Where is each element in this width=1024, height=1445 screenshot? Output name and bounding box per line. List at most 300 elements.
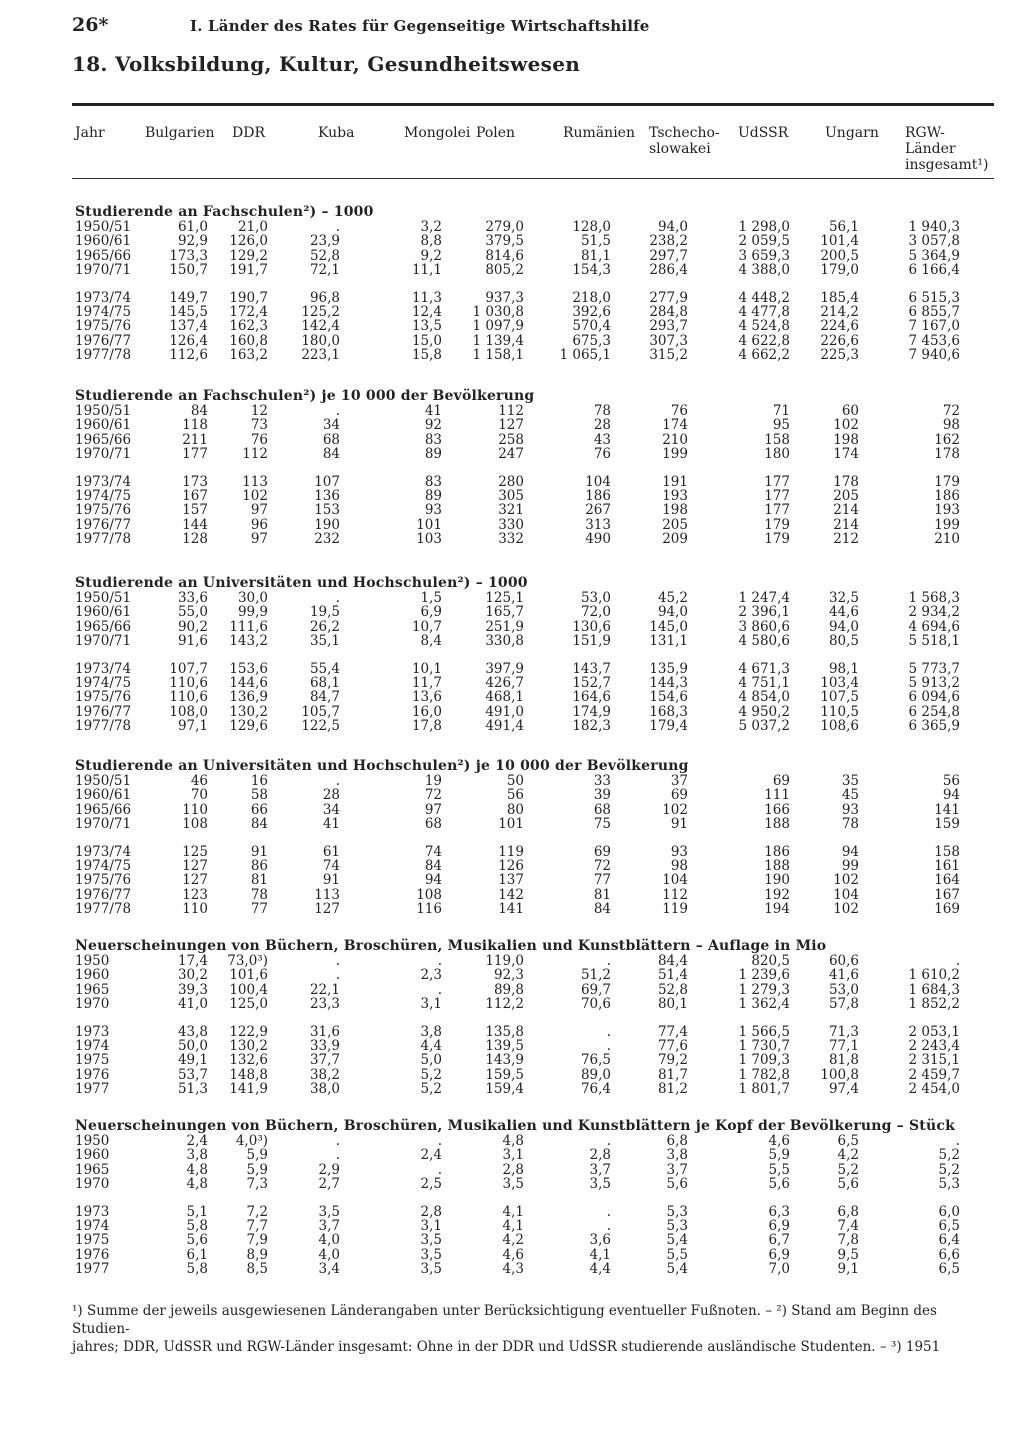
section-title: Studierende an Fachschulen²) je 10 000 der Bevölkerung	[75, 388, 535, 404]
value-cell: 102	[833, 417, 859, 434]
value-cell: 173	[182, 473, 208, 490]
value-cell: 81,2	[657, 1081, 688, 1098]
value-cell: 128	[182, 531, 208, 548]
value-cell: 84	[322, 446, 340, 463]
value-cell: 4,1	[502, 1203, 524, 1220]
value-cell: 56,1	[828, 219, 859, 235]
value-cell: 1 852,2	[908, 996, 960, 1013]
value-cell: 267	[585, 502, 611, 519]
year-cell: 1965	[75, 981, 110, 998]
year-cell: 1975/76	[75, 872, 132, 889]
value-cell: 2,4	[420, 1147, 442, 1164]
value-cell: 4 854,0	[738, 689, 790, 706]
value-cell: 675,3	[572, 332, 611, 349]
col-header-line: DDR	[232, 125, 265, 141]
value-cell: 122,5	[301, 718, 340, 735]
value-cell: 80,1	[657, 996, 688, 1013]
value-cell: 1 030,8	[472, 304, 524, 320]
value-cell: 9,2	[420, 247, 442, 264]
value-cell: .	[335, 403, 340, 419]
value-cell: 111	[764, 787, 790, 804]
col-header-line: UdSSR	[738, 125, 789, 141]
value-cell: 68	[593, 801, 611, 818]
year-cell: 1976	[75, 1066, 110, 1083]
value-cell: 191,7	[229, 262, 268, 279]
value-cell: 103,4	[820, 675, 859, 691]
value-cell: 6,8	[837, 1203, 859, 1220]
value-cell: 6 166,4	[908, 262, 960, 279]
value-cell: 19	[424, 773, 442, 789]
value-cell: 72,0	[580, 604, 611, 621]
year-cell: 1970/71	[75, 262, 132, 279]
value-cell: 174	[662, 417, 688, 434]
table-row	[0, 1219, 1024, 1234]
value-cell: .	[437, 1161, 442, 1178]
value-cell: 3,1	[420, 996, 442, 1013]
value-cell: 26,2	[309, 618, 340, 635]
value-cell: 74	[424, 843, 442, 860]
value-cell: 4,3	[502, 1261, 524, 1278]
table-row	[0, 1039, 1024, 1054]
value-cell: 72	[424, 787, 442, 804]
value-cell: 78	[841, 816, 859, 833]
value-cell: 321	[498, 502, 524, 519]
value-cell: 1 684,3	[908, 981, 960, 998]
value-cell: 4 580,6	[738, 633, 790, 650]
value-cell: 159	[934, 816, 960, 833]
value-cell: 101,4	[820, 233, 859, 250]
value-cell: 186	[934, 488, 960, 504]
value-cell: 179	[764, 516, 790, 533]
value-cell: 76	[670, 403, 688, 419]
col-header-line: RGW-	[905, 125, 945, 141]
year-cell: 1974/75	[75, 488, 132, 504]
table-row	[0, 1148, 1024, 1163]
table-title: 18. Volksbildung, Kultur, Gesundheitswesen	[72, 52, 581, 76]
value-cell: 34	[322, 801, 340, 818]
value-cell: .	[335, 1147, 340, 1164]
value-cell: .	[606, 1038, 611, 1054]
value-cell: 76	[593, 446, 611, 463]
value-cell: 148,8	[229, 1066, 268, 1083]
value-cell: 130,2	[229, 1038, 268, 1054]
value-cell: 5,0	[420, 1052, 442, 1069]
value-cell: 132,6	[229, 1052, 268, 1069]
value-cell: .	[606, 1203, 611, 1220]
value-cell: 104	[833, 886, 859, 903]
value-cell: 5 773,7	[908, 660, 960, 677]
year-cell: 1976/77	[75, 886, 132, 903]
value-cell: 3,1	[502, 1147, 524, 1164]
value-cell: 102	[833, 901, 859, 918]
value-cell: 84	[593, 901, 611, 918]
value-cell: 69,7	[580, 981, 611, 998]
value-cell: 77	[593, 872, 611, 889]
col-header-line: Mongolei	[404, 125, 471, 141]
value-cell: 214,2	[820, 304, 859, 320]
value-cell: 167	[182, 488, 208, 504]
value-cell: 38,0	[309, 1081, 340, 1098]
table-row	[0, 418, 1024, 433]
value-cell: 174	[833, 446, 859, 463]
col-header-line: Länder	[905, 141, 956, 157]
value-cell: 45,2	[657, 590, 688, 606]
value-cell: 1 709,3	[738, 1052, 790, 1069]
value-cell: 123	[182, 886, 208, 903]
value-cell: 83	[424, 473, 442, 490]
value-cell: 7,0	[768, 1261, 790, 1278]
value-cell: 7,8	[837, 1232, 859, 1249]
year-cell: 1973/74	[75, 660, 132, 677]
table-row	[0, 249, 1024, 264]
value-cell: 125	[182, 843, 208, 860]
value-cell: 186	[585, 488, 611, 504]
value-cell: 77,6	[657, 1038, 688, 1054]
value-cell: 43	[593, 431, 611, 448]
value-cell: 186	[764, 843, 790, 860]
value-cell: 4,1	[502, 1218, 524, 1234]
value-cell: 160,8	[229, 332, 268, 349]
value-cell: 39	[593, 787, 611, 804]
value-cell: 129,6	[229, 718, 268, 735]
value-cell: 128,0	[572, 219, 611, 235]
value-cell: .	[335, 967, 340, 984]
col-header-kuba	[318, 125, 354, 141]
value-cell: 91	[250, 843, 268, 860]
value-cell: 104	[585, 473, 611, 490]
value-cell: 34	[322, 417, 340, 434]
value-cell: 5,5	[768, 1161, 790, 1178]
value-cell: 135,9	[649, 660, 688, 677]
footnote-line: ¹) Summe der jeweils ausgewiesenen Länderangaben unter Berücksichtigung eventueller Fußnoten. – ²) Stand am Beginn des Studien-	[72, 1303, 937, 1337]
value-cell: 5,8	[186, 1261, 208, 1278]
value-cell: 5,4	[666, 1261, 688, 1278]
value-cell: 7,9	[246, 1232, 268, 1249]
year-cell: 1965/66	[75, 618, 132, 635]
value-cell: 4 448,2	[738, 289, 790, 306]
value-cell: 212	[833, 531, 859, 548]
value-cell: 46	[190, 773, 208, 789]
value-cell: 6 515,3	[908, 289, 960, 306]
value-cell: 1 065,1	[559, 347, 611, 364]
value-cell: 6,6	[938, 1246, 960, 1263]
value-cell: 101	[498, 816, 524, 833]
table-row	[0, 1205, 1024, 1220]
table-row	[0, 334, 1024, 349]
value-cell: 23,3	[309, 996, 340, 1013]
value-cell: 6,1	[186, 1246, 208, 1263]
value-cell: 11,7	[411, 675, 442, 691]
value-cell: 84	[250, 816, 268, 833]
value-cell: 5,2	[837, 1161, 859, 1178]
value-cell: 5,3	[666, 1218, 688, 1234]
table-row	[0, 447, 1024, 462]
value-cell: 313	[585, 516, 611, 533]
col-header-line: Jahr	[75, 125, 105, 141]
value-cell: 99,9	[237, 604, 268, 621]
value-cell: 4 950,2	[738, 703, 790, 720]
value-cell: 426,7	[485, 675, 524, 691]
value-cell: 6,9	[420, 604, 442, 621]
year-cell: 1975	[75, 1232, 110, 1249]
value-cell: 6,5	[837, 1133, 859, 1149]
value-cell: 44,6	[828, 604, 859, 621]
value-cell: 188	[764, 858, 790, 874]
value-cell: 1 940,3	[908, 219, 960, 235]
value-cell: 205	[662, 516, 688, 533]
value-cell: 38,2	[309, 1066, 340, 1083]
value-cell: 127	[182, 872, 208, 889]
value-cell: 190	[764, 872, 790, 889]
value-cell: 97	[250, 502, 268, 519]
year-cell: 1970/71	[75, 633, 132, 650]
value-cell: 130,6	[572, 618, 611, 635]
value-cell: 119,0	[485, 953, 524, 969]
value-cell: 4,6	[768, 1133, 790, 1149]
value-cell: 1 610,2	[908, 967, 960, 984]
value-cell: 73,0³)	[227, 953, 268, 969]
col-header-jahr	[75, 125, 105, 141]
value-cell: 84	[190, 403, 208, 419]
year-cell: 1960/61	[75, 417, 132, 434]
year-cell: 1950	[75, 1133, 110, 1149]
value-cell: 490	[585, 531, 611, 548]
value-cell: 3,5	[420, 1246, 442, 1263]
value-cell: 5,2	[420, 1081, 442, 1098]
value-cell: 491,4	[485, 718, 524, 735]
value-cell: 53,7	[177, 1066, 208, 1083]
col-header-polen	[476, 125, 515, 141]
value-cell: 5,2	[420, 1066, 442, 1083]
value-cell: 105,7	[301, 703, 340, 720]
value-cell: 141,9	[229, 1081, 268, 1098]
value-cell: 2,8	[589, 1147, 611, 1164]
value-cell: 226,6	[820, 332, 859, 349]
value-cell: .	[335, 953, 340, 969]
value-cell: 91,6	[177, 633, 208, 650]
value-cell: 97	[250, 531, 268, 548]
table-row	[0, 997, 1024, 1012]
year-cell: 1976/77	[75, 703, 132, 720]
value-cell: 7,7	[246, 1218, 268, 1234]
value-cell: 154,3	[572, 262, 611, 279]
value-cell: 99	[841, 858, 859, 874]
year-cell: 1974/75	[75, 858, 132, 874]
value-cell: 209	[662, 531, 688, 548]
value-cell: 307,3	[649, 332, 688, 349]
value-cell: 33,6	[177, 590, 208, 606]
section-title: Neuerscheinungen von Büchern, Broschüren, Musikalien und Kunstblättern – Auflage in Mio	[75, 938, 827, 954]
value-cell: 142	[498, 886, 524, 903]
value-cell: 154,6	[649, 689, 688, 706]
value-cell: 72,1	[309, 262, 340, 279]
table-row	[0, 719, 1024, 734]
value-cell: .	[606, 1218, 611, 1234]
value-cell: 4,4	[420, 1038, 442, 1054]
value-cell: 95	[772, 417, 790, 434]
year-cell: 1974/75	[75, 675, 132, 691]
table-row	[0, 705, 1024, 720]
value-cell: 6,3	[768, 1203, 790, 1220]
value-cell: 5,6	[837, 1176, 859, 1193]
value-cell: 3,5	[318, 1203, 340, 1220]
table-row	[0, 475, 1024, 490]
running-header	[72, 14, 972, 40]
value-cell: 68	[424, 816, 442, 833]
year-cell: 1960	[75, 1147, 110, 1164]
value-cell: 53,0	[580, 590, 611, 606]
year-cell: 1965/66	[75, 801, 132, 818]
value-cell: 2,5	[420, 1176, 442, 1193]
value-cell: 92	[424, 417, 442, 434]
value-cell: 30,0	[237, 590, 268, 606]
value-cell: 107,5	[820, 689, 859, 706]
value-cell: 153	[314, 502, 340, 519]
value-cell: 332	[498, 531, 524, 548]
table-row	[0, 605, 1024, 620]
value-cell: 210	[934, 531, 960, 548]
value-cell: 125,2	[301, 304, 340, 320]
value-cell: 4,1	[589, 1246, 611, 1263]
year-cell: 1976	[75, 1246, 110, 1263]
value-cell: 89,8	[493, 981, 524, 998]
value-cell: 169	[934, 901, 960, 918]
value-cell: 78	[593, 403, 611, 419]
value-cell: 69	[593, 843, 611, 860]
value-cell: 6 094,6	[908, 689, 960, 706]
value-cell: 8,8	[420, 233, 442, 250]
value-cell: 10,1	[411, 660, 442, 677]
value-cell: 81,1	[580, 247, 611, 264]
value-cell: 2 459,7	[908, 1066, 960, 1083]
value-cell: 178	[934, 446, 960, 463]
value-cell: 102	[242, 488, 268, 504]
value-cell: 297,7	[649, 247, 688, 264]
value-cell: 143,9	[485, 1052, 524, 1069]
value-cell: 113	[242, 473, 268, 490]
value-cell: 173,3	[169, 247, 208, 264]
table-row	[0, 319, 1024, 334]
value-cell: 103	[416, 531, 442, 548]
value-cell: 70,6	[580, 996, 611, 1013]
value-cell: 60,6	[828, 953, 859, 969]
value-cell: 91	[322, 872, 340, 889]
value-cell: 78	[250, 886, 268, 903]
value-cell: 4 671,3	[738, 660, 790, 677]
value-cell: 7 453,6	[908, 332, 960, 349]
value-cell: 102	[662, 801, 688, 818]
value-cell: 107	[314, 473, 340, 490]
value-cell: 131,1	[649, 633, 688, 650]
value-cell: 205	[833, 488, 859, 504]
table-row	[0, 774, 1024, 789]
value-cell: 2 315,1	[908, 1052, 960, 1069]
year-cell: 1965/66	[75, 431, 132, 448]
value-cell: 1 139,4	[472, 332, 524, 349]
value-cell: 159,4	[485, 1081, 524, 1098]
value-cell: 3,4	[318, 1261, 340, 1278]
value-cell: 76	[250, 431, 268, 448]
value-cell: 61,0	[177, 219, 208, 235]
value-cell: 144,3	[649, 675, 688, 691]
value-cell: 94,0	[657, 604, 688, 621]
value-cell: 6 365,9	[908, 718, 960, 735]
value-cell: 5,5	[666, 1246, 688, 1263]
table-row	[0, 873, 1024, 888]
table-row	[0, 845, 1024, 860]
value-cell: 5,4	[666, 1232, 688, 1249]
value-cell: 150,7	[169, 262, 208, 279]
value-cell: 35	[841, 773, 859, 789]
value-cell: 97	[424, 801, 442, 818]
value-cell: 1 247,4	[738, 590, 790, 606]
table-row	[0, 503, 1024, 518]
year-cell: 1977/78	[75, 901, 132, 918]
value-cell: 180	[764, 446, 790, 463]
year-cell: 1950	[75, 953, 110, 969]
value-cell: 69	[772, 773, 790, 789]
value-cell: 152,7	[572, 675, 611, 691]
value-cell: 80,5	[828, 633, 859, 650]
section-title: Studierende an Universitäten und Hochschulen²) je 10 000 der Bevölkerung	[75, 758, 689, 774]
value-cell: 6,4	[938, 1232, 960, 1249]
year-cell: 1960/61	[75, 604, 132, 621]
value-cell: 1,5	[420, 590, 442, 606]
value-cell: 107,7	[169, 660, 208, 677]
value-cell: 108	[416, 886, 442, 903]
value-cell: 49,1	[177, 1052, 208, 1069]
value-cell: 1 279,3	[738, 981, 790, 998]
value-cell: 139,5	[485, 1038, 524, 1054]
footnotes	[72, 1302, 972, 1356]
value-cell: 223,1	[301, 347, 340, 364]
value-cell: 4 694,6	[908, 618, 960, 635]
value-cell: 6 254,8	[908, 703, 960, 720]
value-cell: 190	[314, 516, 340, 533]
value-cell: 45	[841, 787, 859, 804]
value-cell: 2,8	[420, 1203, 442, 1220]
value-cell: 89,0	[580, 1066, 611, 1083]
value-cell: 126,4	[169, 332, 208, 349]
value-cell: 119	[662, 901, 688, 918]
value-cell: 2 396,1	[738, 604, 790, 621]
value-cell: 73	[250, 417, 268, 434]
value-cell: 159,5	[485, 1066, 524, 1083]
value-cell: 2 053,1	[908, 1023, 960, 1040]
value-cell: 4 388,0	[738, 262, 790, 279]
col-header-rgw-laender	[905, 125, 988, 173]
value-cell: 143,2	[229, 633, 268, 650]
value-cell: 1 362,4	[738, 996, 790, 1013]
year-cell: 1975/76	[75, 689, 132, 706]
value-cell: 112	[662, 886, 688, 903]
value-cell: 1 566,5	[738, 1023, 790, 1040]
value-cell: 56	[942, 773, 960, 789]
value-cell: 330	[498, 516, 524, 533]
value-cell: 111,6	[229, 618, 268, 635]
value-cell: 113	[314, 886, 340, 903]
value-cell: 68,1	[309, 675, 340, 691]
value-cell: 94	[942, 787, 960, 804]
value-cell: 2,9	[318, 1161, 340, 1178]
value-cell: 3,1	[420, 1218, 442, 1234]
value-cell: 4 662,2	[738, 347, 790, 364]
table-row	[0, 1163, 1024, 1178]
value-cell: 2,3	[420, 967, 442, 984]
table-row	[0, 291, 1024, 306]
value-cell: 22,1	[309, 981, 340, 998]
value-cell: 151,9	[572, 633, 611, 650]
